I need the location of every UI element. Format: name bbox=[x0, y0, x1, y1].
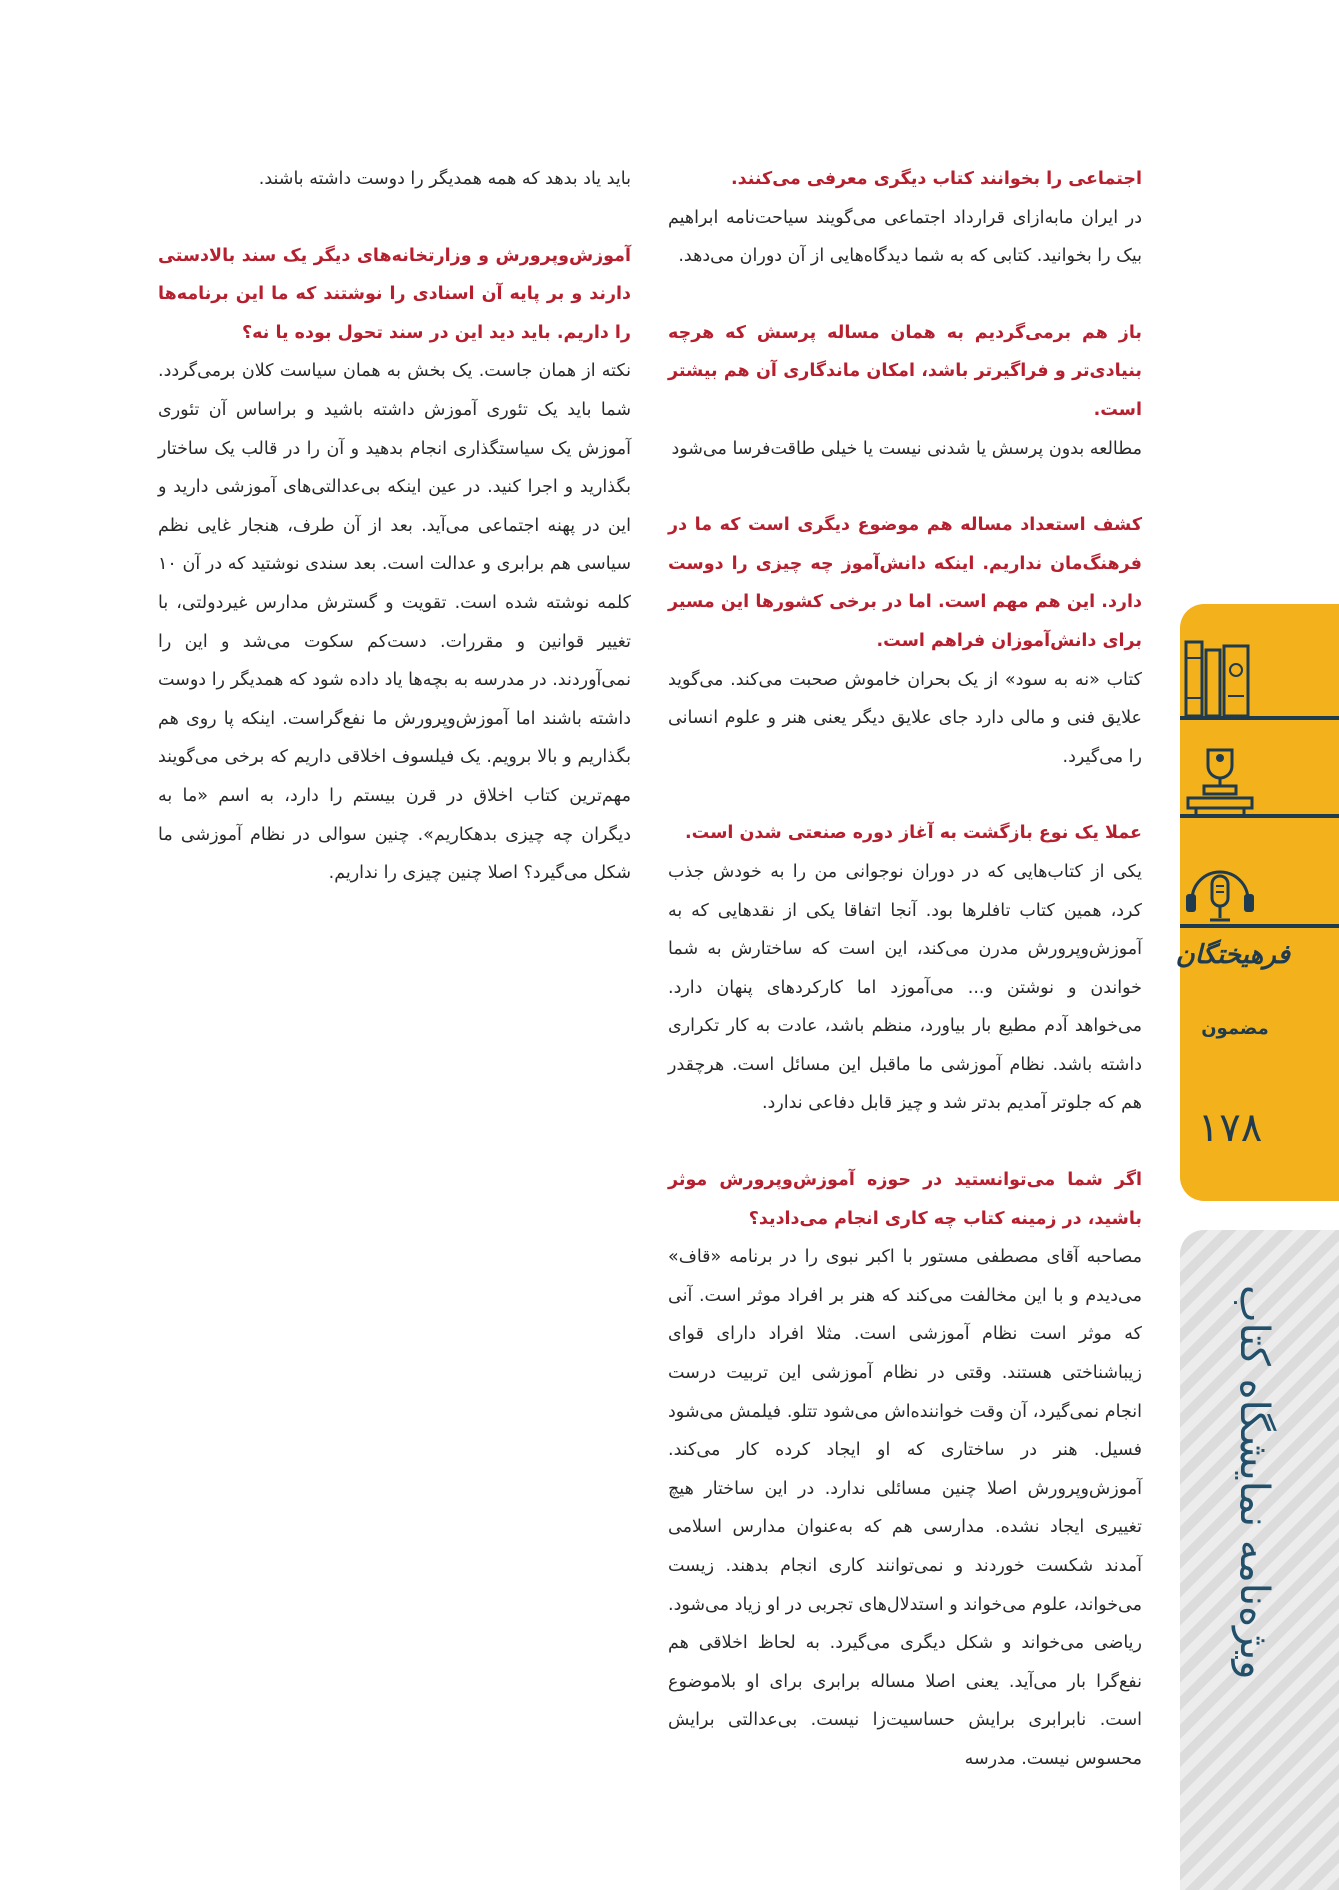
interview-question: اجتماعی را بخوانند کتاب دیگری معرفی می‌کنند. bbox=[731, 169, 1142, 189]
interview-answer: باید یاد بدهد که همه همدیگر را دوست داشته باشند. bbox=[258, 169, 631, 189]
interview-answer: در ایران مابه‌ازای قرارداد اجتماعی می‌گویند سیاحت‌نامه ابراهیم بیک را بخوانید. کتابی که به شما دیدگاه‌هایی از آن دوران می‌دهد. bbox=[668, 207, 1142, 267]
interview-answer: نکته از همان جاست. یک بخش به همان سیاست کلان برمی‌گردد. شما باید یک تئوری آموزش داشته باشید و براساس آن تئوری آموزش یک سیاستگذاری انجام بدهید و آن را در قالب یک ساختار بگذارید و اجرا کنید. در عین اینکه بی‌عدالتی‌های آموزشی دارید و این در پهنه اجتماعی می‌آید. بعد از آن طرف، هنجار غایی نظم سیاسی هم برابری و عدالت است. بعد سندی نوشتید که در آن ۱۰ کلمه نوشته شده است. تقویت و گسترش مدارس غیردولتی، با تغییر قوانین و مقررات. دست‌کم سکوت می‌شد و این را نمی‌آوردند. در مدرسه به بچه‌ها یاد داده شود که همدیگر را دوست داشته باشند اما آموزش‌وپرورش ما نفع‌گراست. اینکه پا روی هم بگذاریم و بالا برویم. یک فیلسوف اخلاقی داریم که برخی می‌گویند مهم‌ترین کتاب اخلاق در قرن بیستم را دارد، به اسم «ما به دیگران چه چیزی بدهکاریم». چنین سوالی در نظام آموزشی ما شکل می‌گیرد؟ اصلا چنین چیزی را نداریم. bbox=[158, 361, 631, 884]
right-text-column bbox=[668, 160, 1142, 1779]
podcast-microphone-icon bbox=[1182, 860, 1258, 924]
interview-answer: کتاب «نه به سود» از یک بحران خاموش صحبت می‌کند. می‌گوید علایق فنی و مالی دارد جای علایق دیگر یعنی هنر و علوم انسانی را می‌گیرد. bbox=[668, 669, 1142, 767]
brand-tagline: مضمون bbox=[1201, 1018, 1269, 1039]
section-title: ویژه‌نامه نمایشگاه کتاب bbox=[1231, 1285, 1277, 1680]
interview-question: عملا یک نوع بازگشت به آغاز دوره صنعتی شدن است. bbox=[685, 823, 1142, 844]
interview-question: اگر شما می‌توانستید در حوزه آموزش‌وپرورش موثر باشید، در زمینه کتاب چه کاری انجام می‌دادید؟ bbox=[668, 1170, 1142, 1229]
books-on-shelf-icon bbox=[1184, 636, 1254, 718]
interview-answer: مصاحبه آقای مصطفی مستور با اکبر نبوی را در برنامه «قاف» می‌دیدم و با این مخالفت می‌کند که هنر بر افراد موثر است. آنی که موثر است نظام آموزشی است. مثلا افراد دارای قوای زیباشناختی هستند. وقتی در نظام آموزشی این تربیت درست انجام نمی‌گیرد، آن وقت خواننده‌اش می‌شود تتلو. فیلمش می‌شود فسیل. هنر در ساختاری که او ایجاد کرده کار می‌کند. آموزش‌وپرورش اصلا چنین مسائلی ندارد. در این ساختار هیچ تغییری ایجاد نشده. مدارسی هم که به‌عنوان مدارس اسلامی آمدند شکست خوردند و نمی‌توانند کاری انجام بدهند. زیست می‌خواند، علوم می‌خواند و استدلال‌های تجربی در او زیاد می‌شود. ریاضی می‌خواند و شکل دیگری می‌گیرد. به لحاظ اخلاقی هم نفع‌گرا بار می‌آید. یعنی اصلا مساله برابری برای او بلاموضوع است. نابرابری برایش حساسیت‌زا نیست. بی‌عدالتی برایش محسوس نیست. مدرسه bbox=[668, 1247, 1142, 1769]
left-text-column bbox=[158, 160, 631, 893]
interview-question: باز هم برمی‌گردیم به همان مساله پرسش که هرچه بنیادی‌تر و فراگیرتر باشد، امکان ماندگاری آن هم بیشتر است. bbox=[668, 322, 1142, 420]
brand-logo: فرهیختگان bbox=[1175, 940, 1290, 970]
interview-answer: مطالعه بدون پرسش یا شدنی نیست یا خیلی طاقت‌فرسا می‌شود bbox=[671, 438, 1142, 459]
trophy-on-shelf-icon bbox=[1182, 742, 1262, 816]
interview-question: کشف استعداد مساله هم موضوع دیگری است که ما در فرهنگ‌مان نداریم. اینکه دانش‌آموز چه چیزی را دوست دارد. این هم مهم است. اما در برخی کشورها این مسیر برای دانش‌آموزان فراهم است. bbox=[668, 515, 1142, 651]
page-number: ۱۷۸ bbox=[1197, 1105, 1263, 1151]
interview-question: آموزش‌وپرورش و وزارتخانه‌های دیگر یک سند بالادستی دارند و بر پایه آن اسنادی را نوشتند که ما این برنامه‌ها را داریم. باید دید این در سند تحول بوده یا نه؟ bbox=[158, 245, 631, 343]
interview-answer: یکی از کتاب‌هایی که در دوران نوجوانی من را به خودش جذب کرد، همین کتاب تافلرها بود. آنجا اتفاقا یکی از نقدهایی که به آموزش‌وپرورش مدرن می‌کند، این است که ساختارش به شما خواندن و نوشتن و... می‌آموزد اما کارکردهای پنهان دارد. می‌خواهد آدم مطیع بار بیاورد، منظم باشد، عادت به کار تکراری داشته باشد. نظام آموزشی ما ماقبل این مسائل است. هرچقدر هم که جلوتر آمدیم بدتر شد و چیز قابل دفاعی ندارد. bbox=[668, 861, 1142, 1114]
shelf-line bbox=[1180, 924, 1339, 928]
